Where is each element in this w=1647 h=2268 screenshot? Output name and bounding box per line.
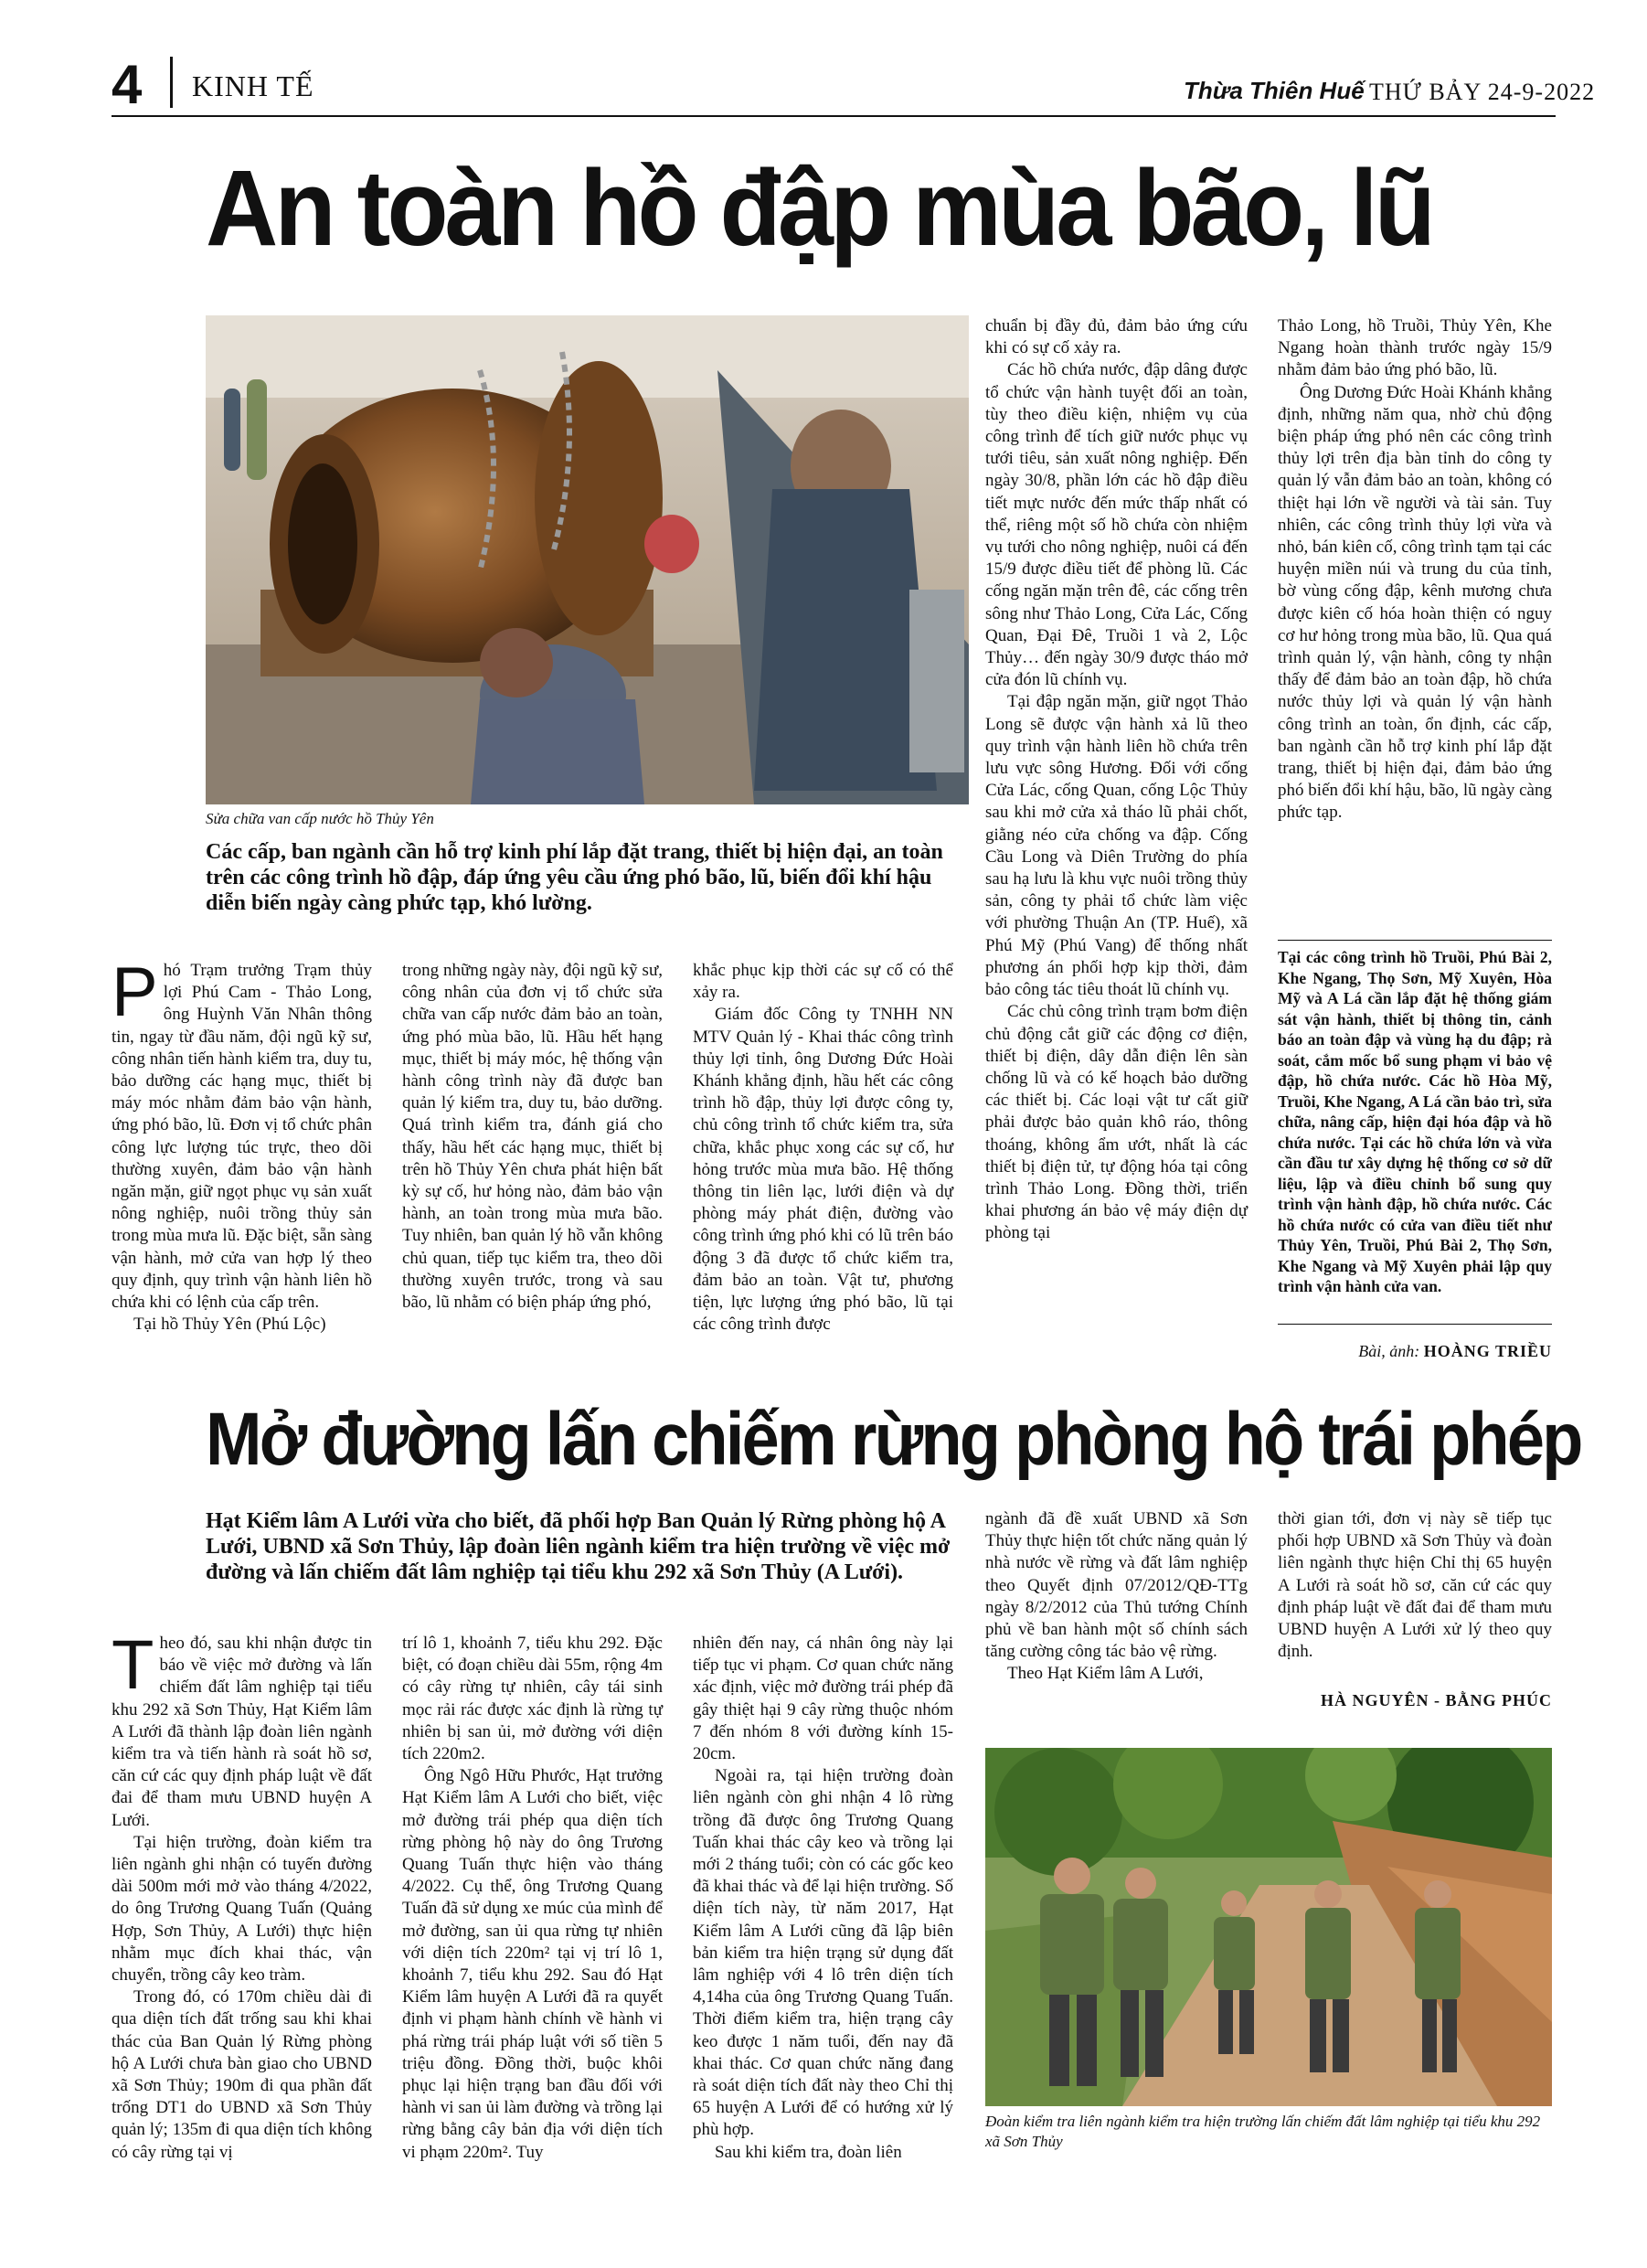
article2-col4b: Theo Hạt Kiểm lâm A Lưới, <box>1007 1664 1204 1684</box>
article1-col5b: Ông Dương Đức Hoài Khánh khẳng định, những năm qua, nhờ chủ động biện pháp ứng phó nên các công trình thủy lợi trên địa bàn tỉnh do công ty quản lý vẫn đảm bảo an toàn, không có thiệt hại lớn về người và tài sản. Tuy nhiên, các công trình thủy lợi vừa và nhỏ, bán kiên cố, công trình tạm tại các huyện miền núi và trung du của tỉnh, bờ vùng cống đập, kênh mương chưa được kiên cố hóa hoàn thiện có nguy cơ hư hỏng trong mùa bão, lũ. Qua quá trình quản lý, vận hành, công ty nhận thấy để đảm bảo an toàn đập, hồ chứa nước thủy lợi và quản lý vận hành công trình an toàn, ổn định, các cấp, ban ngành cần hỗ trợ kinh phí lắp đặt trang, thiết bị hiện đại, đảm bảo ứng phó biến đổi khí hậu, bão, lũ ngày càng phức tạp. <box>1278 382 1553 823</box>
article1-col4b: Các hồ chứa nước, đập dâng được tổ chức vận hành tuyệt đối an toàn, tùy theo điều kiện, nhiệm vụ của công trình để tích giữ nước phục vụ tưới tiêu, sản xuất nông nghiệp. Đến ngày 30/8, phần lớn các hồ đập điều tiết mực nước đến mức thấp nhất có thể, riêng một số hồ chứa còn nhiệm vụ tưới cho nông nghiệp, nuôi cá đến 15/9 được điều tiết để phòng lũ. Các cống ngăn mặn trên đê, các cống trên sông như Thảo Long, Cửa Lác, Cống Quan, Đại Đê, Truồi 1 và 2, Lộc Thủy… đến ngày 30/9 được tháo mở cửa đón lũ chính vụ. <box>985 360 1248 690</box>
article2-col3a: nhiên đến nay, cá nhân ông này lại tiếp tục vi phạm. Cơ quan chức năng xác định, việc mở đường trái phép đã gây thiệt hại 9 cây rừng thuộc nhóm 7 đến nhóm 8 với đường kính 15-20cm. <box>693 1634 953 1764</box>
article2-headline: Mở đường lấn chiếm rừng phòng hộ trái phép <box>206 1398 1581 1481</box>
boxnote-rule-top <box>1278 940 1552 941</box>
article2-col1-text: heo đó, sau khi nhận được tin báo về việc mở đường và lấn chiếm đất lâm nghiệp tại tiểu khu 292 xã Sơn Thủy, Hạt Kiểm lâm A Lưới đã thành lập đoàn liên ngành kiểm tra và tiến hành rà soát hồ sơ, căn cứ các quy định pháp luật về đất đai để tham mưu UBND huyện A Lưới. <box>112 1634 372 1830</box>
masthead-rule <box>112 115 1556 117</box>
article1-dropcap: P <box>112 953 158 1031</box>
article2-lead: Hạt Kiểm lâm A Lưới vừa cho biết, đã phối hợp Ban Quản lý Rừng phòng hộ A Lưới, UBND xã Sơn Thủy, lập đoàn liên ngành kiểm tra hiện trường về việc mở đường và lấn chiếm đất lâm nghiệp tại tiểu khu 292 xã Sơn Thủy (A Lưới). <box>206 1509 951 1584</box>
article2-col5 <box>1278 1508 1552 1663</box>
article1-col3b: Giám đốc Công ty TNHH NN MTV Quản lý - Khai thác công trình thủy lợi tỉnh, ông Dương Đức Hoài Khánh khẳng định, hầu hết các công trình hồ đập, thủy lợi được công ty, chủ công trình tổ chức kiểm tra, sửa chữa, khắc phục xong các sự cố, hư hỏng trước mùa mưa bão. Hệ thống thông tin liên lạc, lưới điện và dự phòng máy phát điện, đường vào công trình ứng phó khi có lũ trên báo động 3 đã được tổ chức kiểm tra, đảm bảo an toàn. Vật tư, phương tiện, lực lượng ứng phó bão, lũ tại các công trình được <box>693 1005 953 1335</box>
article2-byline <box>1278 1691 1552 1710</box>
page-number: 4 <box>112 54 143 115</box>
boxnote-rule-bottom <box>1278 1324 1552 1325</box>
article2-col1c: Trong đó, có 170m chiều dài đi qua diện tích đất trống sau khi khai thác của Ban Quản lý Rừng phòng hộ A Lưới chưa bàn giao cho UBND xã Sơn Thủy; 190m đi qua phần đất trống DT1 do UBND xã Sơn Thủy quản lý; 135m đi qua diện tích không có cây rừng tại vị <box>112 1987 372 2162</box>
article1-byline-name: HOÀNG TRIỀU <box>1423 1342 1552 1360</box>
article1-col3a: khắc phục kịp thời các sự cố có thể xảy ra. <box>693 961 953 1003</box>
article2-col3b: Ngoài ra, tại hiện trường đoàn liên ngành còn ghi nhận 4 lô rừng trồng đã được ông Trương Quang Tuấn khai thác cây keo và trồng lại mới 2 tháng tuổi; còn có các gốc keo đã khai thác và để lại hiện trường. Số diện tích này, từ năm 2017, Hạt Kiểm lâm A Lưới cũng đã lập biên bản kiểm tra hiện trạng sử dụng đất lâm nghiệp với 4 lô trên diện tích 4,14ha của ông Trương Quang Tuấn. Thời điểm kiểm tra, hiện trạng cây keo được 1 năm tuổi, đến nay đã khai thác. Cơ quan chức năng đang rà soát diện tích đất này theo Chỉ thị 65 huyện A Lưới để có hướng xử lý phù hợp. <box>693 1766 953 2140</box>
article1-col1 <box>112 953 372 1336</box>
paper-name: Thừa Thiên Huế <box>1184 77 1365 104</box>
article2-col4a: ngành đã đề xuất UBND xã Sơn Thủy thực hiện tốt chức năng quản lý nhà nước về rừng và đất lâm nghiệp theo Quyết định 07/2012/QĐ-TTg ngày 8/2/2012 của Thủ tướng Chính phủ về ban hành một số chính sách tăng cường công tác bảo vệ rừng. <box>985 1509 1248 1662</box>
article1-col4c: Tại đập ngăn mặn, giữ ngọt Thảo Long sẽ được vận hành xả lũ theo quy trình vận hành liên hồ chứa trên lưu vực sông Hương. Đối với cống Cửa Lác, cống Quan, cống Lộc Thủy sau khi mở cửa xả tháo lũ phải chốt, giằng néo cửa chống va đập. Cống Cầu Long và Diên Trường do phía sau hạ lưu là khu vực nuôi trồng thủy sản, công ty phải tổ chức làm việc với phường Thuận An (TP. Huế), xã Phú Mỹ (Phú Vang) để thống nhất phương án phối hợp kịp thời, đảm bảo công tác tiêu thoát lũ chính vụ. <box>985 692 1248 1000</box>
section-name: KINH TẾ <box>192 69 314 102</box>
masthead-divider <box>170 57 173 108</box>
article1-col5 <box>1278 315 1552 825</box>
article1-col4d: Các chủ công trình trạm bơm điện chủ động cắt giữ các động cơ điện, thiết bị điện, dây dẫn điện lên sàn chống lũ và có kế hoạch bảo dưỡng các thiết bị. Các loại vật tư cất giữ phải được bảo quản khô ráo, thông thoáng, không ẩm ướt, nhất là các thiết bị điện tử, tự động hóa tại công trình Thảo Long. Đồng thời, triển khai phương án bảo vệ máy điện dự phòng tại <box>985 1002 1248 1243</box>
article2-dropcap: T <box>112 1626 154 1704</box>
article2-col3 <box>693 1633 953 2164</box>
article1-col1-text: hó Trạm trưởng Trạm thủy lợi Phú Cam - Thảo Long, ông Huỳnh Văn Nhân thông tin, ngay từ đầu năm, đội ngũ kỹ sư, công nhân tiến hành kiểm tra, duy tu, bảo dưỡng các hạng mục, thiết bị máy móc nhằm đảm bảo vận hành, ứng phó bão, lũ. Đơn vị tổ chức phân công lực lượng túc trực, theo dõi thường xuyên, đảm bảo vận hành ngăn mặn, giữ ngọt phục vụ sản xuất nông nghiệp, nuôi trồng thủy sản trong mùa mưa lũ. Đặc biệt, sẵn sàng vận hành, mở cửa van hợp lý theo quy định, quy trình vận hành liên hồ chứa khi có lệnh của cấp trên. <box>112 961 372 1313</box>
article1-col2-text: trong những ngày này, đội ngũ kỹ sư, công nhân của đơn vị tổ chức sửa chữa van cấp nước đảm bảo an toàn, ứng phó mùa bão, lũ. Hầu hết hạng mục, thiết bị máy móc, hệ thống vận hành công trình này đã được ban quản lý kiểm tra, duy tu, bảo dưỡng. Quá trình kiểm tra, đánh giá cho thấy, hầu hết các hạng mục, thiết bị trên hồ Thủy Yên chưa phát hiện bất kỳ sự cố, hư hỏng nào, đảm bảo vận hành, an toàn trong mùa mưa bão. Tuy nhiên, ban quản lý hồ vẫn không chủ quan, tiếp tục kiểm tra, theo dõi thường xuyên trước, trong và sau bão, lũ nhằm có biện pháp ứng phó, <box>402 961 663 1313</box>
valve-repair-photo <box>206 315 969 804</box>
article2-col1b: Tại hiện trường, đoàn kiểm tra liên ngành ghi nhận có tuyến đường dài 500m mới mở vào tháng 4/2022, do ông Trương Quang Tuấn (Quảng Hợp, Sơn Thủy, A Lưới) thực hiện nhằm mục đích khai thác, vận chuyển, trồng cây keo tràm. <box>112 1832 372 1986</box>
article2-col4 <box>985 1508 1248 1686</box>
article1-col2 <box>402 960 663 1314</box>
article2-byline-name: HÀ NGUYÊN - BẰNG PHÚC <box>1321 1691 1552 1709</box>
article1-byline <box>1278 1342 1552 1361</box>
article1-lead: Các cấp, ban ngành cần hỗ trợ kinh phí lắp đặt trang, thiết bị hiện đại, an toàn trên các công trình hồ đập, đáp ứng yêu cầu ứng phó bão, lũ, biến đổi khí hậu diễn biến ngày càng phức tạp, khó lường. <box>206 840 943 915</box>
article1-photo-caption: Sửa chữa van cấp nước hồ Thủy Yên <box>206 810 434 827</box>
article1-headline: An toàn hồ đập mùa bão, lũ <box>206 148 1433 269</box>
issue-date: THỨ BẢY 24-9-2022 <box>1369 79 1596 105</box>
article2-photo-caption: Đoàn kiểm tra liên ngành kiểm tra hiện trường lấn chiếm đất lâm nghiệp tại tiểu khu 292 xã Sơn Thủy <box>985 2113 1541 2150</box>
article2-col5a: thời gian tới, đơn vị này sẽ tiếp tục phối hợp UBND xã Sơn Thủy và đoàn liên ngành thực hiện Chỉ thị 65 huyện A Lưới rà soát hồ sơ, căn cứ các quy định pháp luật về đất đai để tham mưu UBND huyện A Lưới xử lý theo quy định. <box>1278 1509 1552 1662</box>
article2-photo <box>985 1748 1552 2106</box>
article2-col1 <box>112 1626 372 2164</box>
article2-col3c: Sau khi kiểm tra, đoàn liên <box>715 2142 902 2162</box>
article2-col2 <box>402 1633 663 2164</box>
article1-byline-prefix: Bài, ảnh: <box>1358 1342 1420 1360</box>
article1-col3 <box>693 960 953 1336</box>
article1-col1b: Tại hồ Thủy Yên (Phú Lộc) <box>133 1315 326 1335</box>
article2-col2b: Ông Ngô Hữu Phước, Hạt trưởng Hạt Kiểm lâm A Lưới cho biết, việc mở đường trái phép qua diện tích rừng phòng hộ này do ông Trương Quang Tuấn thực hiện vào tháng 4/2022. Cụ thể, ông Trương Quang Tuấn đã sử dụng xe múc của mình để mở đường, san ủi qua rừng tự nhiên với diện tích 220m² tại vị trí lô 1, khoảnh 7, tiểu khu 292. Sau đó Hạt Kiểm lâm huyện A Lưới đã ra quyết định vi phạm hành chính về hành vi phá rừng trái pháp luật với số tiền 5 triệu đồng. Đồng thời, buộc khôi phục lại hiện trạng ban đầu đối với hành vi san ủi làm đường và trồng lại rừng bằng cây bản địa với diện tích vi phạm 220m². Tuy <box>402 1766 663 2162</box>
article1-photo <box>206 315 969 804</box>
article2-col2a: trí lô 1, khoảnh 7, tiểu khu 292. Đặc biệt, có đoạn chiều dài 55m, rộng 4m có cây rừng tự nhiên, cây tái sinh mọc rải rác được xác định là rừng tự nhiên bị san ủi, mở đường với diện tích 220m2. <box>402 1634 663 1764</box>
article1-col4 <box>985 315 1248 1245</box>
article1-boxnote: Tại các công trình hồ Truồi, Phú Bài 2, Khe Ngang, Thọ Sơn, Mỹ Xuyên, Hòa Mỹ và A Lá cần lắp đặt hệ thống giám sát vận hành, thiết bị thông tin, cảnh báo an toàn đập và vùng hạ du đập; rà soát, cắm mốc bổ sung phạm vi bảo vệ đập, hồ chứa nước. Các hồ Hòa Mỹ, Truồi, Khe Ngang, A Lá cần bảo trì, sửa chữa, nâng cấp, hiện đại hóa đập và hồ chứa nước. Tại các hồ chứa lớn và vừa cần đầu tư xây dựng hệ thống cơ sở dữ liệu, lập và điều chỉnh bổ sung quy trình vận hành đập, hồ chứa nước. Các hồ chứa nước có cửa van điều tiết như Thủy Yên, Truồi, Phú Bài 2, Thọ Sơn, Khe Ngang và Mỹ Xuyên phải lập quy trình vận hành cửa van. <box>1278 948 1552 1295</box>
article1-col4a: chuẩn bị đầy đủ, đảm bảo ứng cứu khi có sự cố xảy ra. <box>985 316 1248 358</box>
forest-inspection-photo <box>985 1748 1552 2106</box>
article1-col5a: Thảo Long, hồ Truồi, Thủy Yên, Khe Ngang hoàn thành trước ngày 15/9 nhằm đảm bảo ứng phó bão, lũ. <box>1278 316 1552 380</box>
